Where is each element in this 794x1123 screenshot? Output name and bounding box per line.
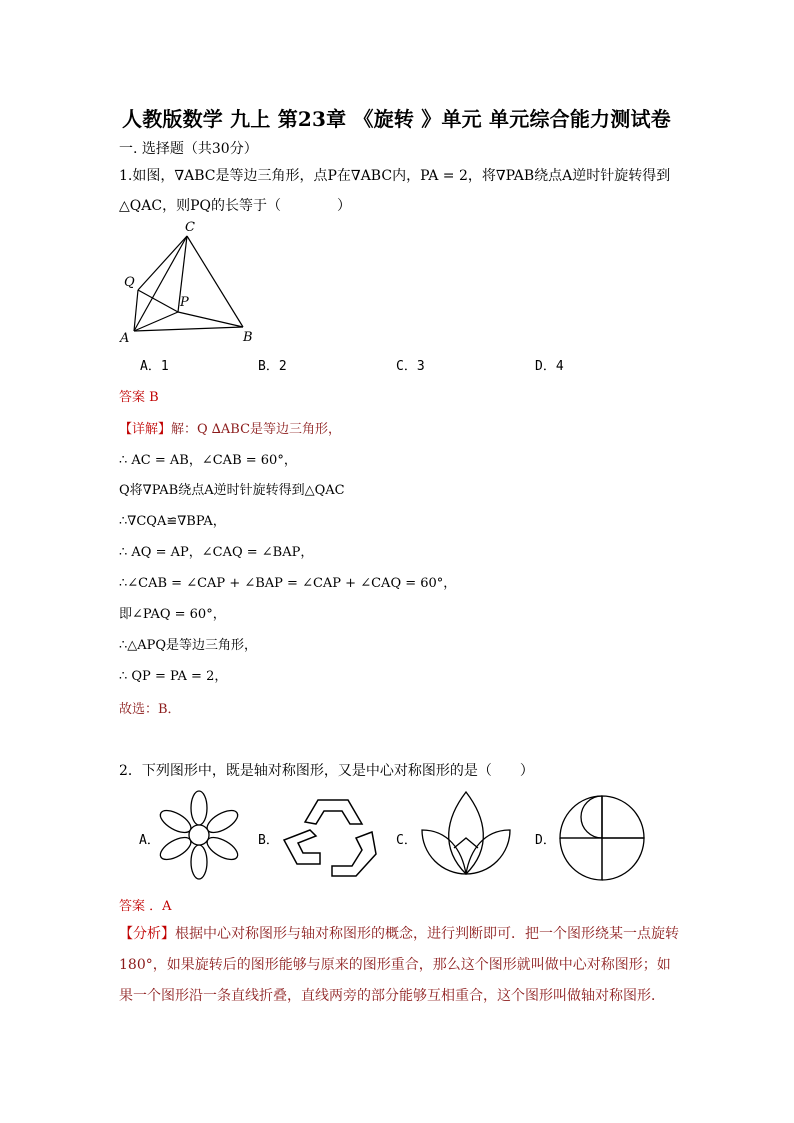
pinwheel-blade-top-left [581,796,602,838]
q2-choice-c-label: C． [396,833,417,848]
q1-detail-line-8: ∴ QP = PA = 2， [119,669,228,684]
q1-stem-line2: △QAC，则PQ的长等于（ ） [119,198,351,214]
label-q: Q [124,275,135,290]
pinwheel-blade-bottom-right [602,838,644,880]
q1-stem-line1: 1.如图，∇ABC是等边三角形，点P在∇ABC内，PA = 2，将∇PAB绕点A逆时针旋转得到 [119,168,671,184]
recycle-arm-left [284,830,320,864]
recycle-arm-top [305,800,362,824]
q1-choice-d: D．4 [535,359,564,374]
q2-choice-d-label: D． [535,833,556,848]
q2-choice-a-label: A． [139,833,160,848]
q2-stem: 2．下列图形中，既是轴对称图形，又是中心对称图形的是（ ） [119,763,534,779]
q1-detail-line-1: ∴ AC = AB，∠CAB = 60°， [119,453,297,468]
flower-center [189,825,209,845]
edge-bp [178,312,243,327]
q1-detail-line-5: ∴∠CAB = ∠CAP + ∠BAP = ∠CAP + ∠CAQ = 60°， [119,576,457,591]
q1-conclusion: 故选：B． [119,702,181,717]
q2-choice-b-label: B． [258,833,279,848]
label-b: B [243,330,253,345]
recycle-figure [280,792,380,882]
q1-choice-c: C．3 [396,359,425,374]
edge-qc [138,236,187,290]
q1-detail-line-2: Q将∇PAB绕点A逆时针旋转得到△QAC [119,483,345,498]
page-title: 人教版数学 九上 第23章 《旋转 》单元 单元综合能力测试卷 [122,107,671,131]
q1-detail-line-3: ∴∇CQA≌∇BPA， [119,514,226,529]
q1-answer: 答案 B [119,390,159,405]
edge-ap [134,312,178,331]
q1-detail-line-6: 即∠PAQ = 60°， [119,607,226,622]
petal-4 [191,845,207,879]
petal-1 [191,791,207,825]
edge-qp [138,290,178,312]
label-a: A [120,331,130,346]
q1-detail-line-4: ∴ AQ = AP，∠CAQ = ∠BAP， [119,545,314,560]
lotus-figure [418,790,528,880]
q1-detail-tag: 【详解】 [119,422,172,437]
lotus-center-petal [449,792,484,874]
q2-answer: 答案 ．A [119,899,172,914]
q1-triangle-figure [118,220,278,350]
label-c: C [185,220,195,235]
edge-ac [134,236,187,331]
q2-analysis-tag: 【分析】 [119,926,175,942]
section-heading: 一. 选择题（共30分） [119,141,258,157]
pinwheel-figure [556,790,656,886]
q2-analysis: 【分析】根据中心对称图形与轴对称图形的概念，进行判断即可．把一个图形绕某一点旋转180°，如果旋转后的图形能够与原来的图形重合，那么这个图形就叫做中心对称图形；如果一个图形沿一条直线折叠，直线两旁的部分能够互相重合，这个图形叫做轴对称图形． [119,926,679,1004]
q1-choice-a: A．1 [140,359,169,374]
flower-figure [160,791,240,881]
q1-detail-line-0: 【详解】解：Q ∆ABC是等边三角形， [119,422,342,437]
pinwheel-blade-top [602,796,644,838]
q1-detail-line-7: ∴△APQ是等边三角形， [119,638,258,653]
label-p: P [180,295,189,310]
q1-choice-b: B．2 [258,359,287,374]
pinwheel-blade-bottom [560,838,602,880]
recycle-arm-right [332,832,376,876]
edge-bc [187,236,243,327]
lotus-inner [454,838,478,848]
edge-ab [134,327,243,331]
